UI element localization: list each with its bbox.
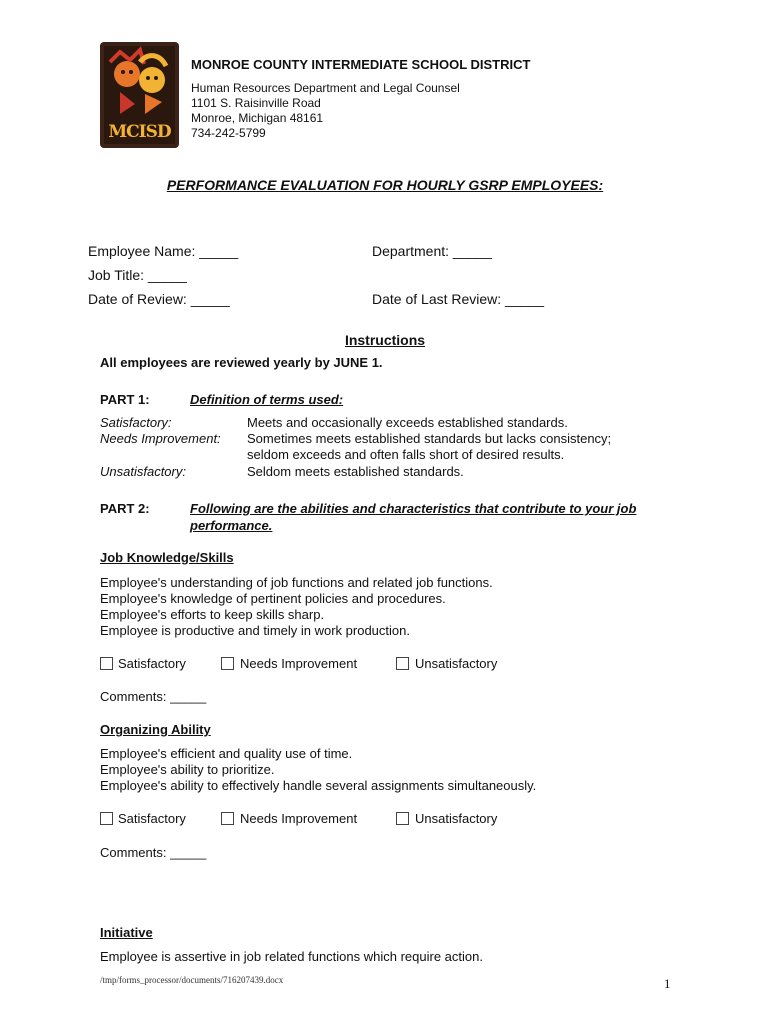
organizing-comments-field[interactable]: Comments: _____ <box>100 845 207 860</box>
employee-name-field[interactable]: Employee Name: _____ <box>88 243 239 259</box>
mcisd-logo <box>100 42 179 148</box>
part2-heading-line-2: performance. <box>190 518 273 533</box>
instructions-heading: Instructions <box>344 332 426 348</box>
phone-line: 734-242-5799 <box>191 126 266 140</box>
organizing-satisfactory-checkbox[interactable] <box>100 812 113 825</box>
def-needs-improvement-2: seldom exceeds and often falls short of desired results. <box>247 447 565 462</box>
section-heading-initiative: Initiative <box>100 925 153 940</box>
organizing-needs-improvement-checkbox[interactable] <box>221 812 234 825</box>
rating-label-unsatisfactory: Unsatisfactory <box>415 656 498 671</box>
def-unsatisfactory: Seldom meets established standards. <box>247 464 464 479</box>
organizing-ability-lines <box>100 746 536 794</box>
organizing-unsatisfactory-checkbox[interactable] <box>396 812 409 825</box>
part2-label: PART 2: <box>100 501 150 516</box>
list-item: Employee's knowledge of pertinent policies and procedures. <box>100 591 446 606</box>
org-name: MONROE COUNTY INTERMEDIATE SCHOOL DISTRICT <box>191 57 531 72</box>
job-knowledge-needs-improvement-checkbox[interactable] <box>221 657 234 670</box>
dept-line: Human Resources Department and Legal Counsel <box>191 81 460 95</box>
job-title-field[interactable]: Job Title: _____ <box>88 267 187 283</box>
term-satisfactory: Satisfactory: <box>100 415 172 430</box>
job-knowledge-comments-field[interactable]: Comments: _____ <box>100 689 207 704</box>
section-heading-job-knowledge: Job Knowledge/Skills <box>100 550 234 565</box>
rating-label-satisfactory: Satisfactory <box>118 656 186 671</box>
date-of-review-field[interactable]: Date of Review: _____ <box>88 291 230 307</box>
list-item: Employee's efficient and quality use of time. <box>100 746 353 761</box>
list-item: Employee's ability to prioritize. <box>100 762 275 777</box>
list-item: Employee's ability to effectively handle several assignments simultaneously. <box>100 778 537 793</box>
term-unsatisfactory: Unsatisfactory: <box>100 464 186 479</box>
page-number: 1 <box>664 976 671 991</box>
logo-text: MCISD <box>108 122 171 142</box>
list-item: Employee's efforts to keep skills sharp. <box>100 607 325 622</box>
job-knowledge-unsatisfactory-checkbox[interactable] <box>396 657 409 670</box>
section-heading-organizing-ability: Organizing Ability <box>100 722 211 737</box>
instructions-note: All employees are reviewed yearly by JUNE 1. <box>100 355 383 370</box>
job-knowledge-lines <box>100 575 493 639</box>
department-field[interactable]: Department: _____ <box>372 243 492 259</box>
list-item: Employee is productive and timely in work production. <box>100 623 410 638</box>
part1-heading: Definition of terms used: <box>190 392 344 407</box>
address-line-1: 1101 S. Raisinville Road <box>191 96 321 110</box>
def-satisfactory: Meets and occasionally exceeds established standards. <box>247 415 568 430</box>
list-item: Employee's understanding of job functions and related job functions. <box>100 575 493 590</box>
initiative-line: Employee is assertive in job related functions which require action. <box>100 949 483 964</box>
rating-label-satisfactory: Satisfactory <box>118 811 186 826</box>
address-line-2: Monroe, Michigan 48161 <box>191 111 324 125</box>
part2-heading-line-1: Following are the abilities and characteristics that contribute to your job <box>190 501 637 516</box>
part1-label: PART 1: <box>100 392 150 407</box>
rating-label-needs-improvement: Needs Improvement <box>240 811 358 826</box>
rating-label-needs-improvement: Needs Improvement <box>240 656 358 671</box>
date-last-review-field[interactable]: Date of Last Review: _____ <box>372 291 544 307</box>
def-needs-improvement-1: Sometimes meets established standards but lacks consistency; <box>247 431 612 446</box>
page-title: PERFORMANCE EVALUATION FOR HOURLY GSRP EMPLOYEES: <box>166 177 604 193</box>
rating-label-unsatisfactory: Unsatisfactory <box>415 811 498 826</box>
job-knowledge-satisfactory-checkbox[interactable] <box>100 657 113 670</box>
footer-path: /tmp/forms_processor/documents/716207439.docx <box>100 975 284 985</box>
term-needs-improvement: Needs Improvement: <box>100 431 221 446</box>
